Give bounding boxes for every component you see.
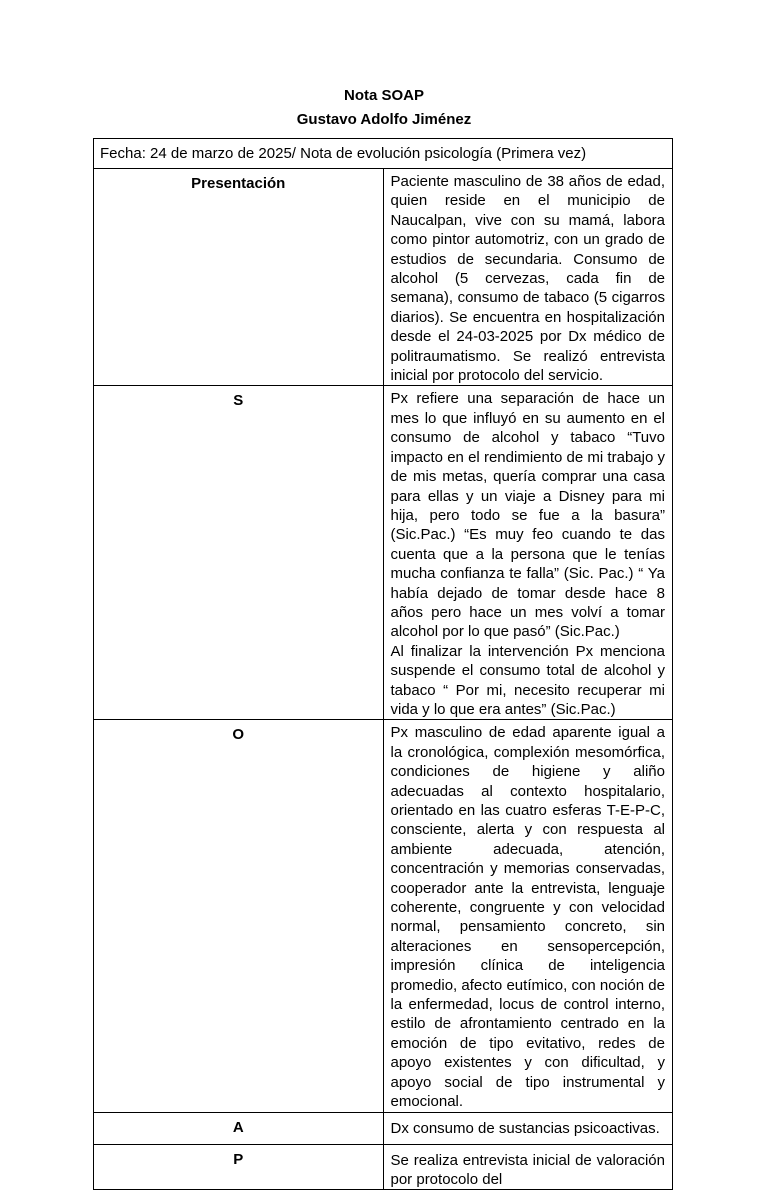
row-label-presentacion: Presentación bbox=[94, 169, 384, 386]
table-row-p bbox=[94, 1144, 673, 1190]
table-row-a bbox=[94, 1112, 673, 1144]
row-label-o: O bbox=[94, 720, 384, 1112]
table-header-row bbox=[94, 139, 673, 169]
content-paragraph: Dx consumo de sustancias psicoactivas. bbox=[390, 1119, 660, 1137]
soap-table bbox=[93, 138, 673, 1190]
content-paragraph: Px refiere una separación de hace un mes lo que influyó en su aumento en el consumo de alcohol y tabaco “Tuvo impacto en el rendimiento de mi trabajo y de mis metas, quería comprar una casa para ellas y un viaje a Disney para mi hija, pero todo se fue a la basura” (Sic.Pac.) “Es muy feo cuando te das cuenta que a la persona que le tenías mucha confianza te falla” (Sic. Pac.) “ Ya había dejado de tomar desde hace 8 años pero hace un mes volví a tomar alcohol por lo que pasó” (Sic.Pac.) bbox=[390, 390, 665, 641]
content-paragraph: Px masculino de edad aparente igual a la cronológica, complexión mesomórfica, condiciones de higiene y aliño adecuadas al contexto hospitalario, orientado en las cuatro esferas T-E-P-C, consciente, alerta y con respuesta al ambiente adecuada, atención, concentración y memorias conservadas, cooperador ante la entrevista, lenguaje coherente, congruente y con velocidad normal, pensamiento concreto, sin alteraciones en sensopercepción, impresión clínica de inteligencia promedio, afecto eutímico, con noción de la enfermedad, locus de control interno, estilo de afrontamiento centrado en la emoción de tipo evitativo, redes de apoyo existentes y con dificultad, y apoyo social de tipo instrumental y emocional. bbox=[390, 724, 665, 1111]
content-paragraph: Paciente masculino de 38 años de edad, quien reside en el municipio de Naucalpan, vive con su mamá, labora como pintor automotriz, con un grado de estudios de secundaria. Consumo de alcohol (5 cervezas, cada fin de semana), consumo de tabaco (5 cigarros diarios). Se encuentra en hospitalización desde el 24-03-2025 por Dx médico de politraumatismo. Se realizó entrevista inicial por protocolo del servicio. bbox=[390, 173, 665, 385]
row-content-p bbox=[383, 1144, 673, 1190]
table-row-o bbox=[94, 720, 673, 1112]
content-paragraph: Se realiza entrevista inicial de valoración por protocolo del bbox=[390, 1151, 665, 1188]
content-paragraph: Al finalizar la intervención Px menciona suspende el consumo total de alcohol y tabaco “ Por mi, necesito recuperar mi vida y lo que era antes” (Sic.Pac.) bbox=[390, 642, 665, 718]
row-content-s bbox=[383, 386, 673, 720]
row-content-a bbox=[383, 1112, 673, 1144]
table-row-s bbox=[94, 386, 673, 720]
document-title: Nota SOAP bbox=[343, 87, 424, 104]
row-label-p: P bbox=[94, 1144, 384, 1190]
document-subtitle: Gustavo Adolfo Jiménez bbox=[296, 111, 472, 128]
row-content-o bbox=[383, 720, 673, 1112]
row-label-a: A bbox=[94, 1112, 384, 1144]
row-label-s: S bbox=[94, 386, 384, 720]
date-header-cell: Fecha: 24 de marzo de 2025/ Nota de evolución psicología (Primera vez) bbox=[94, 139, 673, 169]
row-content-presentacion bbox=[383, 169, 673, 386]
table-row-presentacion bbox=[94, 169, 673, 386]
